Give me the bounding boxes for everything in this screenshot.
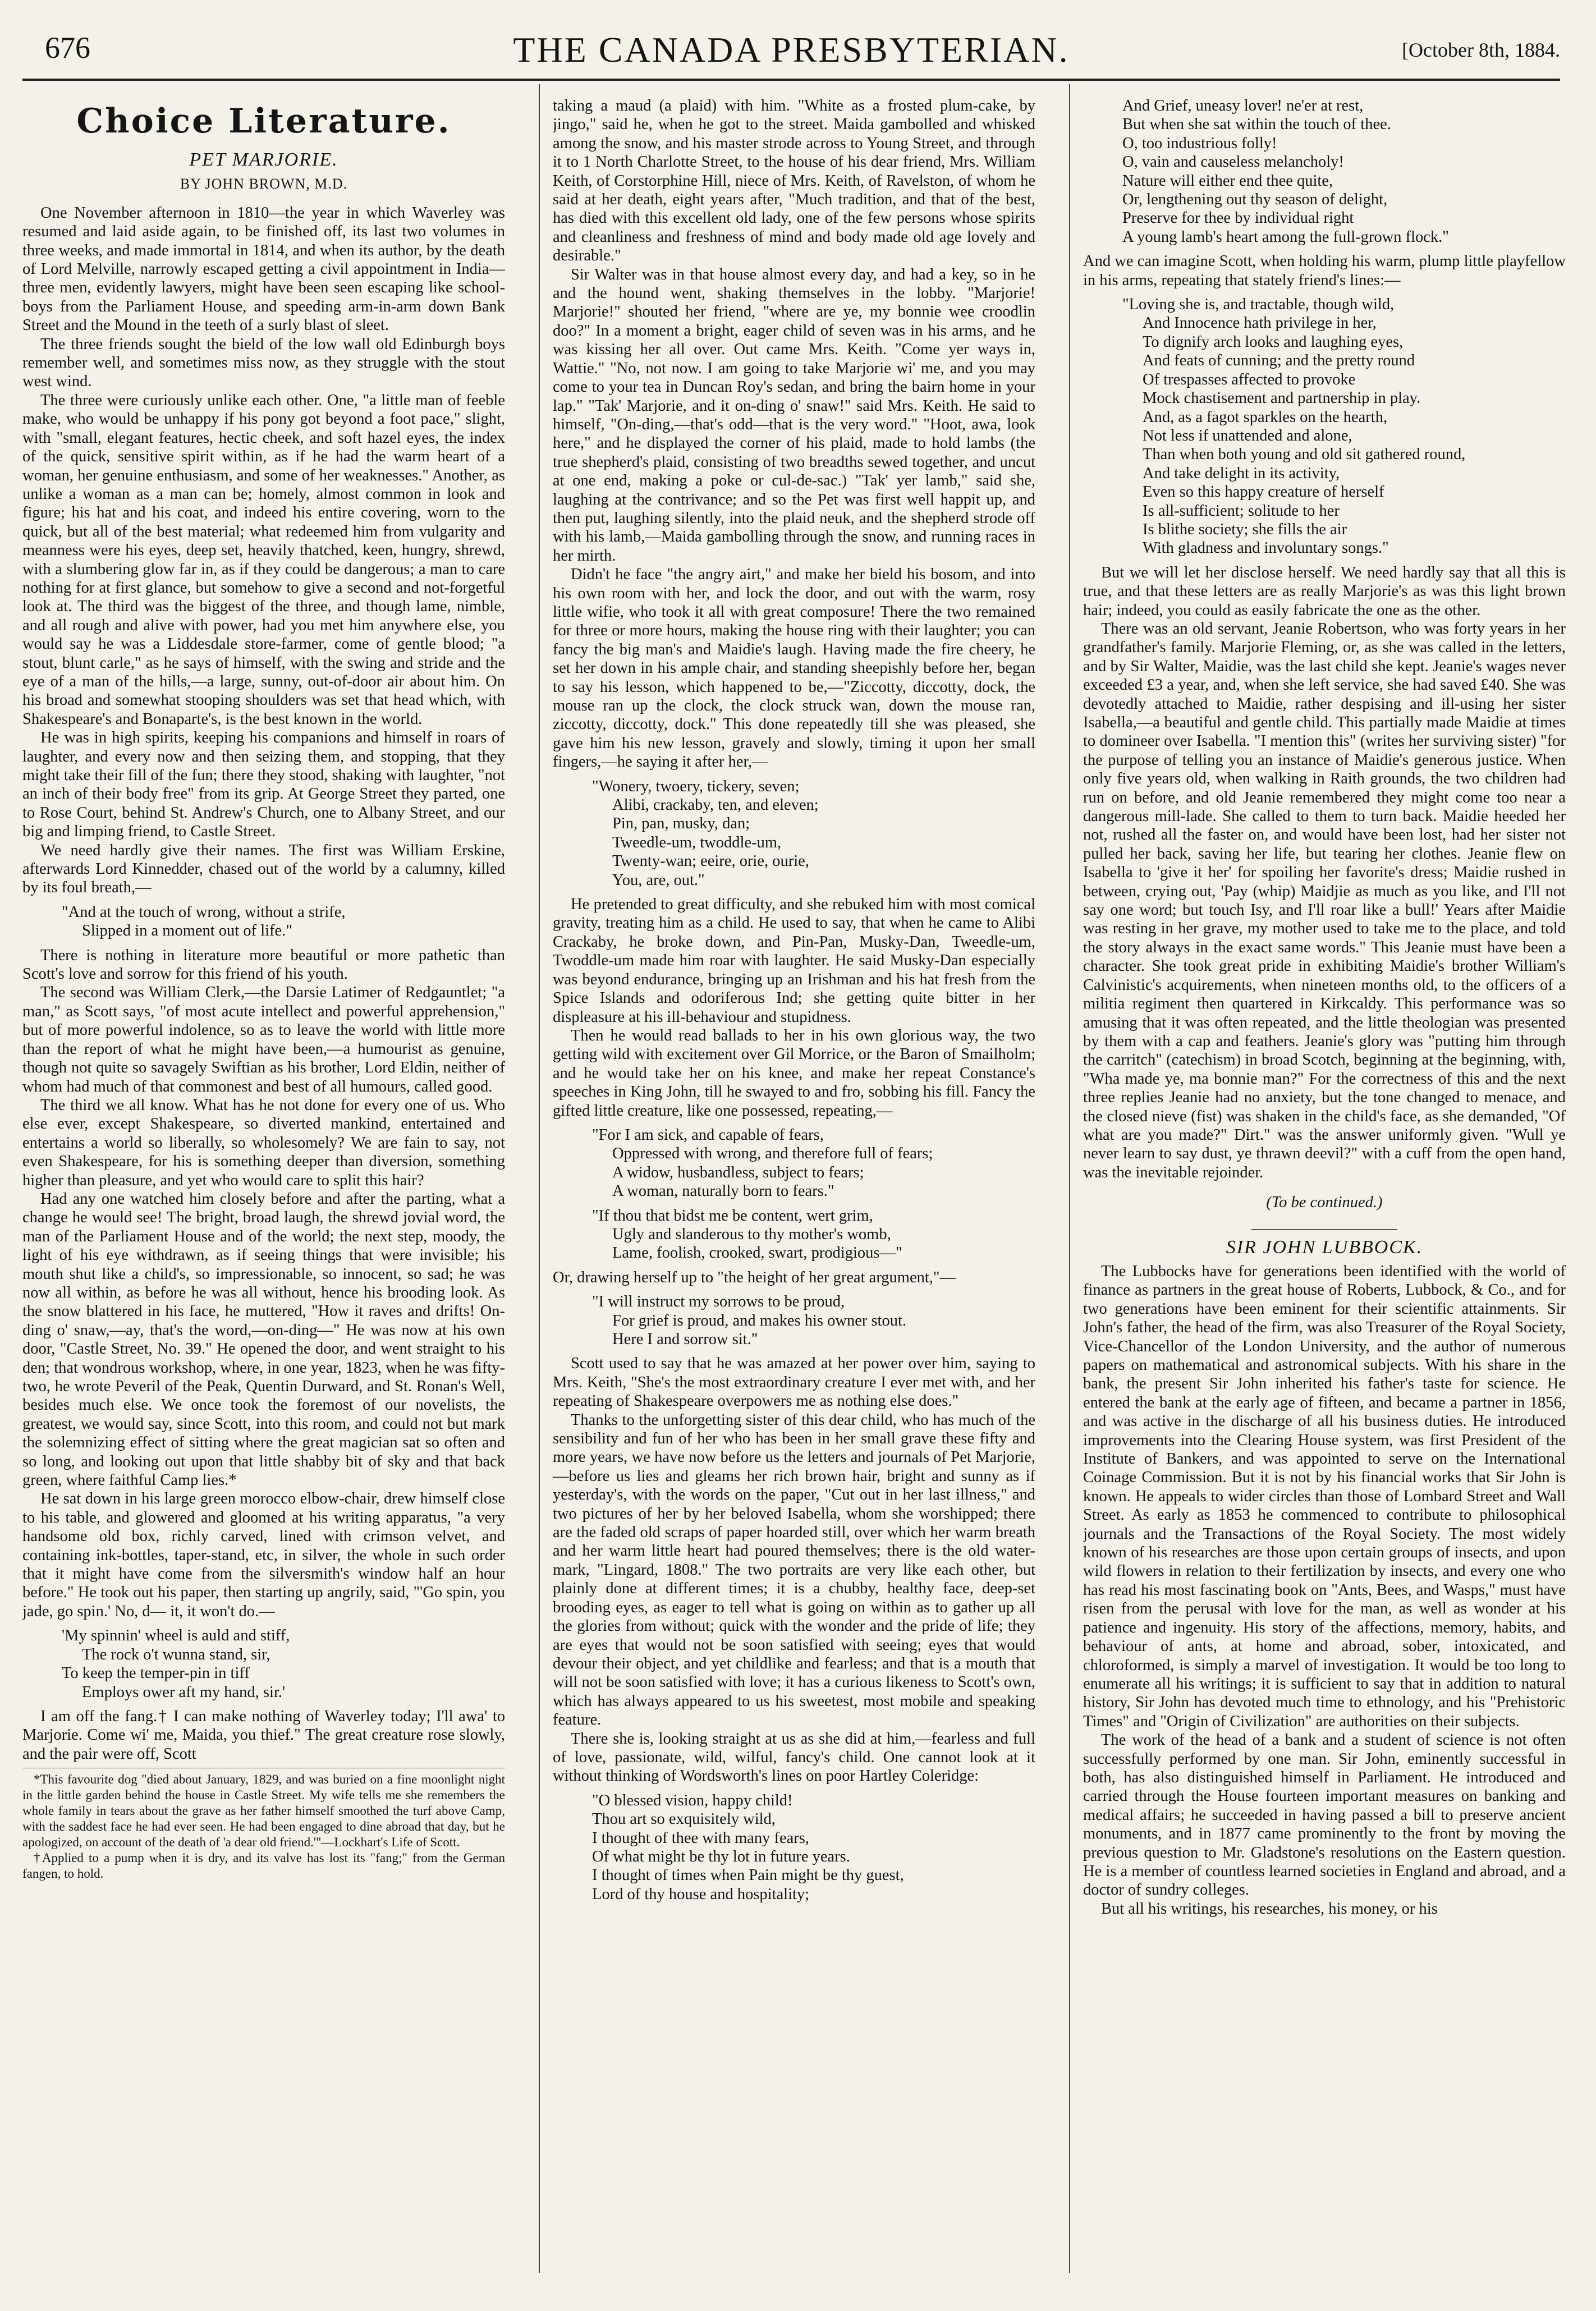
article-byline: BY JOHN BROWN, M.D. [180, 176, 348, 192]
verse-line: Alibi, crackaby, ten, and eleven; [612, 796, 819, 814]
paragraph: And we can imagine Scott, when holding his warm, plump little playfellow in his arms, repeating that stately friend's lines:— [1083, 253, 1566, 289]
footnote: †Applied to a pump when it is dry, and its valve has lost its "fang;" from the German fangen, to hold. [22, 1851, 505, 1881]
paragraph: The three were curiously unlike each other. One, "a little man of feeble make, who would be unhappy if his pony got beyond a foot pace," slight, with "small, elegant features, hectic cheek, and soft hazel eyes, the index of the quick, sensitive spirit within, as if he had the warm heart of a woman, her genuine enthusiasm, and some of her weaknesses." Another, as unlike a woman as a man can be; homely, almost common in look and figure; his hat and his coat, and indeed his entire covering, worn to the quick, but all of the best material; what redeemed him from vulgarity and meanness were his eyes, deep set, heavily thatched, keen, hungry, shrewd, with a slumbering glow far in, as if they could be dangerous; a man to care nothing for at first glance, but somehow to give a second and not-forgetful look at. The third was the biggest of the three, and though lame, nimble, and all rough and alive with power, had you met him anywhere else, you would say he was a Liddesdale store-farmer, come of gentle blood; "a stout, blunt carle," as he says of himself, with the swing and stride and the eye of a man of the hills,—a large, sunny, out-of-door air about him. On his broad and somewhat stooping shoulders was set that head which, with Shakespeare's and Bonaparte's, is the best known in the world. [22, 391, 505, 728]
paragraph: He pretended to great difficulty, and she rebuked him with most comical gravity, treating him as a child. He used to say, that when he came to Alibi Crackaby, he broke down, and Pin-Pan, Musky-Dan, Tweedle-um, Twoddle-um made him roar with laughter. He said Musky-Dan especially was beyond endurance, bringing up an Irishman and his hat fresh from the Spice Islands and odoriferous Ind; she getting quite bitter in her displeasure at his ill-behaviour and stupidness. [553, 896, 1035, 1026]
verse-line: Of what might be thy lot in future years. [592, 1847, 850, 1865]
paragraph: Or, drawing herself up to "the height of her great argument,"— [553, 1268, 956, 1286]
verse-quote [592, 1292, 1035, 1349]
column-divider-2 [1069, 84, 1070, 2273]
verse-line: You, are, out." [612, 871, 705, 889]
verse-quote [592, 1207, 1035, 1263]
verse-line: And Grief, uneasy lover! ne'er at rest, [1122, 97, 1364, 114]
verse-line: Is blithe society; she fills the air [1143, 520, 1347, 538]
verse-line: "I will instruct my sorrows to be proud, [592, 1293, 845, 1311]
verse-line: To keep the temper-pin in tiff [62, 1665, 250, 1682]
paragraph: But all his writings, his researches, his money, or his [1101, 1900, 1438, 1918]
page-number: 676 [45, 31, 90, 65]
column-1 [22, 97, 505, 2280]
publication-title: THE CANADA PRESBYTERIAN. [513, 30, 1070, 70]
paragraph: taking a maud (a plaid) with him. "White as a frosted plum-cake, by jingo," said he, when he got to the street. Maida gambolled and whisked among the snow, and his master strode across to Young Street, and through it to 1 North Charlotte Street, to the house of his dear friend, Mrs. William Keith, of Corstorphine Hill, niece of Mrs. Keith, of Ravelston, of whom he said at her death, eight years after, "Much tradition, and that of the best, has died with this excellent old lady, one of the few persons whose spirits and cleanliness and freshness of mind and body made old age lovely and desirable." [553, 97, 1035, 265]
paragraph: I am off the fang.† I can make nothing of Waverley today; I'll awa' to Marjorie. Come wi' me, Maida, you thief." The great creature rose slowly, and the pair were off, Scott [22, 1707, 505, 1763]
verse-line: Even so this happy creature of herself [1143, 483, 1384, 501]
verse-line: The rock o't wunna stand, sir, [82, 1645, 270, 1663]
verse-quote [592, 1791, 1035, 1904]
article-title: PET MARJORIE. [189, 149, 338, 170]
verse-line: "Loving she is, and tractable, though wild, [1122, 296, 1395, 314]
verse-line: Than when both young and old sit gathered round, [1143, 446, 1466, 464]
verse-line: And, as a fagot sparkles on the hearth, [1143, 408, 1388, 426]
paragraph: There she is, looking straight at us as she did at him,—fearless and full of love, passionate, wild, wilful, fancy's child. One cannot look at it without thinking of Wordsworth's lines on poor Hartley Coleridge: [553, 1730, 1035, 1785]
article-title: SIR JOHN LUBBOCK. [1226, 1236, 1423, 1258]
verse-quote [62, 1626, 505, 1702]
verse-line: 'My spinnin' wheel is auld and stiff, [62, 1627, 290, 1645]
verse-line: Twenty-wan; eeire, orie, ourie, [612, 852, 809, 870]
verse-line: But when she sat within the touch of thee. [1122, 116, 1391, 134]
paragraph: Scott used to say that he was amazed at her power over him, saying to Mrs. Keith, "She's the most extraordinary creature I ever met with, and her repeating of Shakespeare overpowers me as nothing else does." [553, 1355, 1035, 1410]
paragraph: Had any one watched him closely before and after the parting, what a change he would see! The bright, broad laugh, the shrewd jovial word, the man of the Parliament House and of the world; the next step, moody, the light of his eye withdrawn, as if seeing things that were invisible; his mouth shut like a child's, so impressionable, so innocent, so sad; he was now all within, as before he was all without, hence his brooding look. As the snow blattered in his face, he muttered, "How it raves and drifts! On-ding o' snaw,—ay, that's the word,—on-ding—" He was now at his own door, "Castle Street, No. 39." He opened the door, and went straight to his den; that wondrous workshop, where, in one year, 1823, when he was fifty-two, he wrote Peveril of the Peak, Quentin Durward, and St. Ronan's Well, besides much else. We once took the foremost of our novelists, the greatest, we would say, since Scott, into this room, and could not but mark the solemnizing effect of sitting where the great magician sat so often and so long, and looking out upon that little shabby bit of sky and that back green, where faithful Camp lies.* [22, 1190, 505, 1489]
verse-line: To dignify arch looks and laughing eyes, [1143, 333, 1404, 351]
verse-line: Pin, pan, musky, dan; [612, 815, 750, 833]
column-divider-1 [539, 84, 540, 2273]
verse-line: Slipped in a moment out of life." [82, 922, 292, 940]
column-3 [1083, 97, 1566, 2280]
paragraph: Then he would read ballads to her in his own glorious way, the two getting wild with excitement over Gil Morrice, or the Baron of Smailholm; and he would take her on his knee, and make her repeat Constance's speeches in King John, till he swayed to and fro, sobbing his fill. Fancy the gifted little creature, like one possessed, repeating,— [553, 1026, 1035, 1120]
paragraph: There is nothing in literature more beautiful or more pathetic than Scott's love and sorrow for this friend of his youth. [22, 946, 505, 983]
column-2 [553, 97, 1035, 2280]
paragraph: One November afternoon in 1810—the year in which Waverley was resumed and laid aside again, to be finished off, its last two volumes in three weeks, and made immortal in 1814, and when its author, by the death of Lord Melville, narrowly escaped getting a civil appointment in India—three men, evidently lawyers, might have been seen escaping like school-boys from the Parliament House, and speeding arm-in-arm down Bank Street and the Mound in the teeth of a surly blast of sleet. [22, 204, 505, 334]
verse-line: O, too industrious folly! [1122, 134, 1277, 152]
verse-line: Not less if unattended and alone, [1143, 427, 1352, 444]
paragraph: He sat down in his large green morocco elbow-chair, drew himself close to his table, and glowered and gloomed at his writing apparatus, "a very handsome old box, richly carved, lined with crimson velvet, and containing ink-bottles, taper-stand, etc, in silver, the whole in such order that it might have come from the silversmith's window half an hour before." He took out his paper, then starting up angrily, said, "'Go spin, you jade, go spin.' No, d— it, it won't do.— [22, 1490, 505, 1620]
continued-note: (To be continued.) [1266, 1194, 1383, 1212]
verse-line: "If thou that bidst me be content, wert grim, [592, 1207, 873, 1225]
verse-line: Is all-sufficient; solitude to her [1143, 502, 1340, 520]
header-rule [22, 79, 1560, 81]
verse-line: For grief is proud, and makes his owner stout. [612, 1312, 907, 1329]
verse-line: A woman, naturally born to fears." [612, 1182, 834, 1200]
verse-line: Employs ower aft my hand, sir.' [82, 1683, 286, 1701]
verse-line: A widow, husbandless, subject to fears; [612, 1163, 864, 1181]
footnote: *This favourite dog "died about January, 1829, and was buried on a fine moonlight night in the little garden behind the house in Castle Street. My wife tells me she remembers the whole family in tears about the grave as her father himself smoothed the turf above Camp, with the saddest face he had ever seen. He had been engaged to dine abroad that day, but he apologized, on account of the death of 'a dear old friend.'"—Lockhart's Life of Scott. [22, 1772, 505, 1850]
verse-line: I thought of thee with many fears, [592, 1829, 810, 1847]
verse-line: Lord of thy house and hospitality; [592, 1885, 810, 1903]
verse-line: A young lamb's heart among the full-grown flock." [1122, 228, 1449, 246]
issue-date: [October 8th, 1884. [1402, 39, 1560, 61]
paragraph: The second was William Clerk,—the Darsie Latimer of Redgauntlet; "a man," as Scott says, "of most acute intellect and powerful apprehension," but of more powerful indolence, so as to leave the world with little more than the report of what he might have been,—a humourist as genuine, though not quite so savagely Swiftian as his brother, Lord Eldin, neither of whom had much of that commonest and best of all humours, called good. [22, 984, 505, 1095]
paragraph: The work of the head of a bank and a student of science is not often successfully performed by one man. Sir John, eminently successful in both, has also distinguished himself in Parliament. He introduced and carried through the House fourteen important measures on banking and medical affairs; he succeeded in having passed a bill to preserve ancient monuments, and in 1877 came prominently to the front by moving the previous question to Mr. Gladstone's resolutions on the Eastern question. He is a member of countless learned societies in England and abroad, and a doctor of sundry colleges. [1083, 1731, 1566, 1899]
verse-line: Of trespasses affected to provoke [1143, 370, 1356, 388]
verse-quote [1122, 295, 1566, 558]
paragraph: Thanks to the unforgetting sister of this dear child, who has much of the sensibility and fun of her who has been in her small grave these fifty and more years, we have now before us the letters and journals of Pet Marjorie,—before us lies and gleams her rich brown hair, bright and sunny as if yesterday's, with the words on the paper, "Cut out in her last illness," and two pictures of her by her beloved Isabella, whom she worshipped; there are the faded old scraps of paper hoarded still, over which her warm breath and her warm little heart had poured themselves; there is the old water-mark, "Lingard, 1808." The two portraits are very like each other, but plainly done at different times; it is a chubby, healthy face, deep-set brooding eyes, as eager to tell what is going on within as to gather up all the glories from without; quick with the wonder and the pride of life; they are eyes that would not be soon satisfied with seeing; eyes that would devour their object, and yet childlike and fearless; and that is a mouth that will not be soon satisfied with love; it has a curious likeness to Scott's own, which has always appeared to us his sweetest, most mobile and speaking feature. [553, 1411, 1035, 1729]
verse-line: Oppressed with wrong, and therefore full of fears; [612, 1145, 933, 1163]
section-heading: Choice Literature. [76, 102, 451, 141]
verse-line: Mock chastisement and partnership in play. [1143, 389, 1421, 407]
verse-line: With gladness and involuntary songs." [1143, 539, 1389, 557]
verse-line: O, vain and causeless melancholy! [1122, 153, 1344, 171]
paragraph: The three friends sought the bield of the low wall old Edinburgh boys remember well, and sometimes miss now, as they struggle with the stout west wind. [22, 335, 505, 391]
paragraph: Sir Walter was in that house almost every day, and had a key, so in he and the hound went, shaking themselves in the lobby. "Marjorie! Marjorie!" shouted her friend, "where are ye, my bonnie wee croodlin doo?" In a moment a bright, eager child of seven was in his arms, and he was kissing her all over. Out came Mrs. Keith. "Come yer ways in, Wattie." "No, not now. I am going to take Marjorie wi' me, and you may come to your tea in Duncan Roy's sedan, and bring the bairn home in your lap." "Tak' Marjorie, and it on-ding o' snaw!" said Mrs. Keith. He said to himself, "On-ding,—that's odd—that is the very word." "Hoot, awa, look here," and he displayed the corner of his plaid, made to hold lambs (the true shepherd's plaid, consisting of two breadths sewed together, and uncut at one end, making a poke or cul-de-sac.) "Tak' yer lamb," said she, laughing at the contrivance; and so the Pet was first well happit up, and then put, laughing silently, into the plaid neuk, and the shepherd strode off with his lamb,—Maida gambolling through the snow, and running races in her mirth. [553, 265, 1035, 565]
verse-quote [1122, 97, 1566, 246]
verse-line: And take delight in its activity, [1143, 464, 1340, 482]
paragraph: Didn't he face "the angry airt," and make her bield his bosom, and into his own room with her, and lock the door, and out with the warm, rosy little wifie, who took it all with great composure! There the two remained for three or more hours, making the house ring with their laughter; you can fancy the big man's and Maidie's laugh. Having made the fire cheery, he set her down in his ample chair, and standing sheepishly before her, began to say his lesson, which happened to be,—"Ziccotty, diccotty, dock, the mouse ran up the clock, the clock struck wan, down the mouse ran, ziccotty, diccotty, dock." This done repeatedly till she was pleased, she gave him his new lesson, gravely and slowly, timing it upon her small fingers,—he saying it after her,— [553, 566, 1035, 771]
verse-line: Thou art so exquisitely wild, [592, 1810, 776, 1828]
verse-line: And feats of cunning; and the pretty round [1143, 352, 1415, 370]
paragraph: He was in high spirits, keeping his companions and himself in roars of laughter, and every now and then seizing them, and stopping, that they might take their fill of the fun; there they stood, shaking with laughter, "not an inch of their body free" from its grip. At George Street they parted, one to Rose Court, behind St. Andrew's Church, one to Albany Street, and our big and limping friend, to Castle Street. [22, 729, 505, 841]
article-separator [1251, 1229, 1397, 1230]
paragraph: The third we all know. What has he not done for every one of us. Who else ever, except Shakespeare, so diverted mankind, entertained and entertains a world so liberally, so wholesomely? We are fain to say, not even Shakespeare, for his is something deeper than diversion, something higher than pleasure, and yet who would care to split this hair? [22, 1096, 505, 1189]
verse-line: Or, lengthening out thy season of delight, [1122, 191, 1388, 209]
verse-line: "Wonery, twoery, tickery, seven; [592, 777, 800, 795]
verse-line: Nature will either end thee quite, [1122, 172, 1333, 190]
footnotes [22, 1768, 505, 1882]
verse-line: Preserve for thee by individual right [1122, 209, 1354, 227]
page-header [22, 24, 1560, 73]
verse-line: And Innocence hath privilege in her, [1143, 314, 1377, 332]
verse-quote [592, 1126, 1035, 1201]
verse-quote [62, 903, 505, 941]
verse-line: Lame, foolish, crooked, swart, prodigious—" [612, 1244, 902, 1262]
verse-line: Tweedle-um, twoddle-um, [612, 833, 782, 851]
verse-line: "For I am sick, and capable of fears, [592, 1126, 824, 1144]
paragraph: We need hardly give their names. The first was William Erskine, afterwards Lord Kinnedder, chased out of the world by a calumny, killed by its foul breath,— [22, 841, 505, 897]
verse-line: Here I and sorrow sit." [612, 1331, 758, 1348]
verse-line: Ugly and slanderous to thy mother's womb, [612, 1225, 891, 1243]
verse-line: "And at the touch of wrong, without a strife, [62, 903, 346, 921]
paragraph: But we will let her disclose herself. We need hardly say that all this is true, and that these letters are as really Marjorie's as was this light brown hair; indeed, you could as easily fabricate the one as the other. [1083, 563, 1566, 619]
verse-quote [592, 777, 1035, 889]
paragraph: There was an old servant, Jeanie Robertson, who was forty years in her grandfather's family. Marjorie Fleming, or, as she was called in the letters, and by Sir Walter, Maidie, was the last child she kept. Jeanie's wages never exceeded £3 a year, and, when she left service, she had saved £40. She was devotedly attached to Maidie, rather despising and ill-using her sister Isabella,—a beautiful and gentle child. This partially made Maidie at times to domineer over Isabella. "I mention this" (writes her surviving sister) "for the purpose of telling you an instance of Maidie's generous justice. When only five years old, when walking in Raith grounds, the two children had run on before, and old Jeanie remembered they might come too near a dangerous mill-lade. She called to them to turn back. Maidie heeded her not, rushed all the faster on, and would have been lost, had her sister not pulled her back, saving her life, but tearing her clothes. Jeanie flew on Isabella to 'give it her' for spoiling her favorite's dress; Maidie rushed in between, crying out, 'Pay (whip) Maidjie as much as you like, and I'll not say one word; but touch Isy, and I'll roar like a bull!' Years after Maidie was resting in her grave, my mother used to take me to the place, and told the story always in the exact same words." This Jeanie must have been a character. She took great pride in exhibiting Maidie's brother William's Calvinistic's acquirements, when nineteen months old, to the officers of a militia regiment then quartered in Kirkcaldy. This performance was so amusing that it was often repeated, and the little theologian was presented by them with a cap and feathers. Jeanie's glory was "putting him through the carritch" (catechism) in broad Scotch, beginning at the beginning, with, "Wha made ye, ma bonnie man?" For the correctness of this and the next three replies Jeanie had no anxiety, but the tone changed to menace, and the closed nieve (fist) was shaken in the child's face, as she demanded, "Of what are you made?" Dirt." was the answer uniformly given. "Wull ye never learn to say dust, ye thrawn deevil?" with a cuff from the open hand, was the inevitable rejoinder. [1083, 620, 1566, 1181]
verse-line: I thought of times when Pain might be thy guest, [592, 1867, 904, 1884]
paragraph: The Lubbocks have for generations been identified with the world of finance as partners in the great house of Roberts, Lubbock, & Co., and for two generations have been eminent for their scientific attainments. Sir John's father, the head of the firm, was also Treasurer of the Royal Society, Vice-Chancellor of the London University, and the author of numerous papers on mathematical and astronomical subjects. With his share in the bank, the present Sir John inherited his father's taste for science. He entered the bank at the early age of fifteen, and became a partner in 1856, and was active in the discharge of all his business duties. He introduced improvements into the Clearing House system, was first President of the Institute of Bankers, and was appointed to serve on the International Coinage Commission. But it is not by his financial works that Sir John is known. He appeals to wider circles than those of Lombard Street and Wall Street. As early as 1853 he commenced to contribute to philosophical journals and the Transactions of the Royal Society. The most widely known of his researches are those upon certain groups of insects, and upon wild flowers in relation to their fertilization by insects, and every one who has read his most fascinating book on "Ants, Bees, and Wasps," must have risen from the perusal with love for the man, as well as wonder at his patience and ingenuity. His story of the affections, memory, habits, and behaviour of ants, at home and abroad, sober, intoxicated, and chloroformed, is simply a marvel of investigation. It would be too long to enumerate all his writings; it is sufficient to say that in addition to natural history, Sir John has devoted much time to ethnology, and his "Prehistoric Times" and "Origin of Civilization" are authorities on their subjects. [1083, 1262, 1566, 1730]
verse-line: "O blessed vision, happy child! [592, 1791, 793, 1809]
